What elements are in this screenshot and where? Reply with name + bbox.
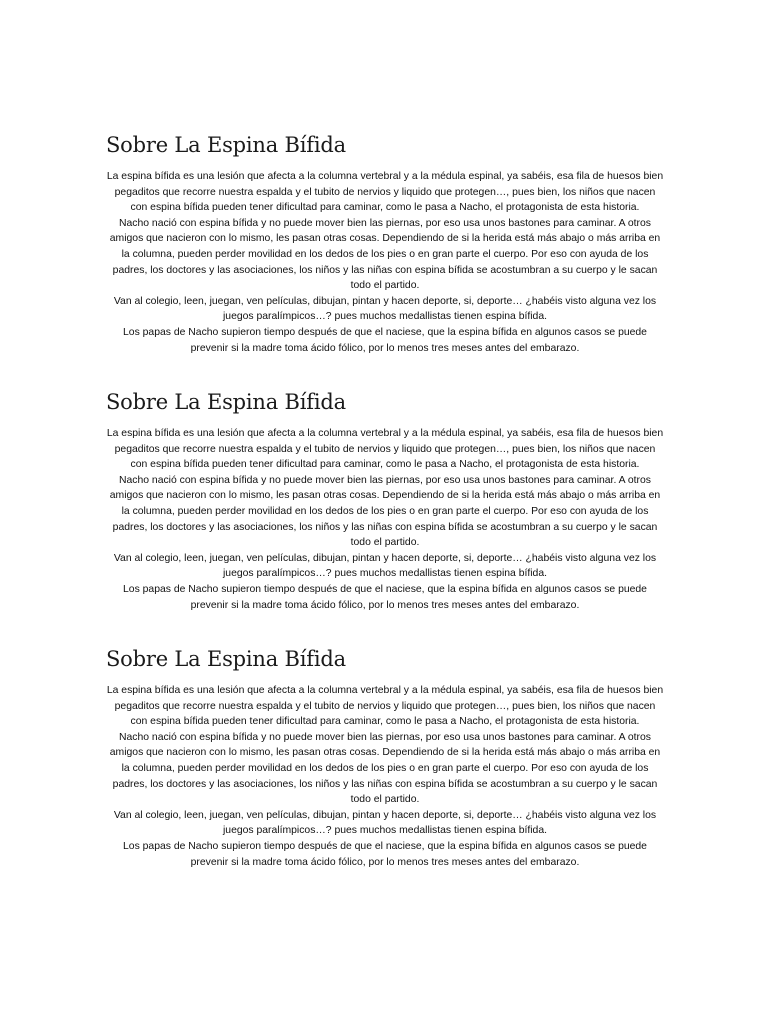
section-body <box>106 683 664 870</box>
paragraph-nacho: Nacho nació con espina bífida y no puede mover bien las piernas, por eso usa unos bastones para caminar. A otros amigos que nacieron con lo mismo, les pasan otras cosas. Dependiendo de si la herida está más abajo o más arriba en la columna, pueden perder movilidad en los dedos de los pies o en gran parte el cuerpo. Por eso con ayuda de los padres, los doctores y las asociaciones, los niños y las niñas con espina bífida se acostumbran a su cuerpo y le sacan todo el partido. <box>109 474 661 549</box>
paragraph-prevention: Los papas de Nacho supieron tiempo después de que el naciese, que la espina bífida en algunos casos se puede prevenir si la madre toma ácido fólico, por lo menos tres meses antes del embarazo. <box>123 840 647 868</box>
paragraph-nacho: Nacho nació con espina bífida y no puede mover bien las piernas, por eso usa unos bastones para caminar. A otros amigos que nacieron con lo mismo, les pasan otras cosas. Dependiendo de si la herida está más abajo o más arriba en la columna, pueden perder movilidad en los dedos de los pies o en gran parte el cuerpo. Por eso con ayuda de los padres, los doctores y las asociaciones, los niños y las niñas con espina bífida se acostumbran a su cuerpo y le sacan todo el partido. <box>109 217 661 292</box>
paragraph-prevention: Los papas de Nacho supieron tiempo después de que el naciese, que la espina bífida en algunos casos se puede prevenir si la madre toma ácido fólico, por lo menos tres meses antes del embarazo. <box>123 583 647 611</box>
section-2 <box>106 389 664 613</box>
paragraph-intro: La espina bífida es una lesión que afecta a la columna vertebral y a la médula espinal, ya sabéis, esa fila de huesos bien pegaditos que recorre nuestra espalda y el tubito de nervios y liquido que protegen…, pues bien, los niños que nacen con espina bífida pueden tener dificultad para caminar, como le pasa a Nacho, el protagonista de esta historia. <box>106 428 664 471</box>
section-title: Sobre La Espina Bífida <box>106 390 346 414</box>
section-body <box>106 426 664 613</box>
paragraph-nacho: Nacho nació con espina bífida y no puede mover bien las piernas, por eso usa unos bastones para caminar. A otros amigos que nacieron con lo mismo, les pasan otras cosas. Dependiendo de si la herida está más abajo o más arriba en la columna, pueden perder movilidad en los dedos de los pies o en gran parte el cuerpo. Por eso con ayuda de los padres, los doctores y las asociaciones, los niños y las niñas con espina bífida se acostumbran a su cuerpo y le sacan todo el partido. <box>109 731 661 806</box>
section-title: Sobre La Espina Bífida <box>106 133 346 157</box>
paragraph-prevention: Los papas de Nacho supieron tiempo después de que el naciese, que la espina bífida en algunos casos se puede prevenir si la madre toma ácido fólico, por lo menos tres meses antes del embarazo. <box>123 326 647 354</box>
paragraph-intro: La espina bífida es una lesión que afecta a la columna vertebral y a la médula espinal, ya sabéis, esa fila de huesos bien pegaditos que recorre nuestra espalda y el tubito de nervios y liquido que protegen…, pues bien, los niños que nacen con espina bífida pueden tener dificultad para caminar, como le pasa a Nacho, el protagonista de esta historia. <box>106 171 664 214</box>
section-title: Sobre La Espina Bífida <box>106 647 346 671</box>
paragraph-activities: Van al colegio, leen, juegan, ven películas, dibujan, pintan y hacen deporte, si, deporte… ¿habéis visto alguna vez los juegos paralímpicos…? pues muchos medallistas tienen espina bífida. <box>113 552 657 580</box>
paragraph-activities: Van al colegio, leen, juegan, ven películas, dibujan, pintan y hacen deporte, si, deporte… ¿habéis visto alguna vez los juegos paralímpicos…? pues muchos medallistas tienen espina bífida. <box>113 809 657 837</box>
paragraph-intro: La espina bífida es una lesión que afecta a la columna vertebral y a la médula espinal, ya sabéis, esa fila de huesos bien pegaditos que recorre nuestra espalda y el tubito de nervios y liquido que protegen…, pues bien, los niños que nacen con espina bífida pueden tener dificultad para caminar, como le pasa a Nacho, el protagonista de esta historia. <box>106 685 664 728</box>
section-1 <box>106 132 664 356</box>
section-body <box>106 169 664 356</box>
paragraph-activities: Van al colegio, leen, juegan, ven películas, dibujan, pintan y hacen deporte, si, deporte… ¿habéis visto alguna vez los juegos paralímpicos…? pues muchos medallistas tienen espina bífida. <box>113 295 657 323</box>
section-3 <box>106 646 664 870</box>
